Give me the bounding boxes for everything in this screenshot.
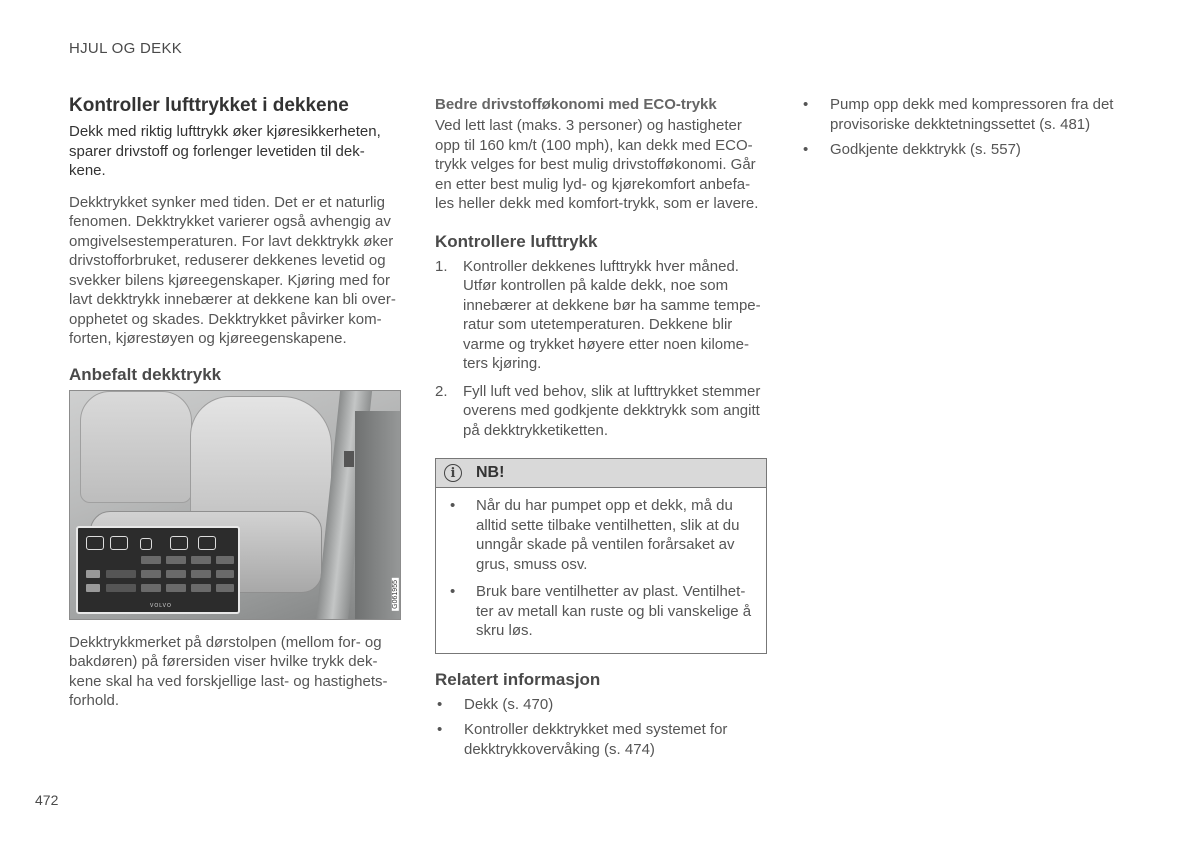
- section-title: Kontroller lufttrykket i dekkene: [69, 95, 349, 116]
- tire-pressure-label: [76, 526, 240, 614]
- check-pressure-heading: Kontrollere lufttrykk: [435, 231, 598, 251]
- car-loaded-icon: [198, 536, 216, 550]
- related-link[interactable]: • Kontroller dekktrykket med systemet for dekktrykkovervåking (s. 474): [435, 720, 767, 759]
- info-icon: i: [444, 464, 462, 482]
- column-right: [801, 95, 1141, 166]
- related-list: [435, 695, 767, 760]
- door-latch: [344, 451, 354, 467]
- car-icon: [170, 536, 188, 550]
- note-list: [446, 496, 756, 641]
- page-number: 472: [35, 792, 59, 808]
- note-box: [435, 458, 767, 654]
- note-item: • Når du har pumpet opp et dekk, må du alltid sette tilbake ventilhetten, slik at du unngår skade på ventilen forårsaket av grus, smuss osv.: [446, 496, 756, 574]
- step-item: 2. Fyll luft ved behov, slik at lufttrykket stemmer overens med godkjente dekktrykk som angitt på dekktrykketiketten.: [435, 382, 761, 439]
- eco-heading: Bedre drivstofføkonomi med ECO-trykk: [435, 96, 717, 113]
- recommended-pressure-heading: Anbefalt dekktrykk: [69, 364, 222, 384]
- figure-code: G061955: [392, 579, 399, 609]
- step-item: 1. Kontroller dekkenes lufttrykk hver måned. Utfør kontrollen på kalde dekk, noe som innebærer at dekkene bør ha samme tempe-ratur som utetemperaturen. Dekkene blir varme og trykket høyere etter noen kilome-ters kjøring.: [435, 257, 761, 372]
- car-load-icon: [110, 536, 128, 550]
- tire-icon: [86, 536, 104, 550]
- note-item: • Bruk bare ventilhetter av plast. Ventilhet-ter av metall kan ruste og bli vanskelige å skru løs.: [446, 582, 756, 641]
- related-link[interactable]: • Dekk (s. 470): [435, 695, 767, 715]
- related-link[interactable]: • Pump opp dekk med kompressoren fra det provisoriske dekktetningssettet (s. 481): [801, 95, 1141, 134]
- column-middle: [435, 95, 767, 765]
- eco-paragraph: Ved lett last (maks. 3 personer) og hastigheter opp til 160 km/t (100 mph), kan dekk med ECO-trykk velges for best mulig drivstofføkonomi. Går en etter best mulig lyd- og kjørekomfort anbefa-les heller dekk med komfort-trykk, som er lavere.: [435, 117, 759, 212]
- label-brand: VOLVO: [150, 602, 172, 609]
- note-header: [436, 459, 766, 488]
- intro-paragraph: Dekktrykket synker med tiden. Det er et naturlig fenomen. Dekktrykket varierer også avhengig av omgivelsestemperaturen. For lavt dekktrykk øker drivstofforbruket, reduserer dekkenes levetid og svekker bilens kjøreegenskaper. Kjøring med for lavt dekktrykk innebærer at dekkene kan bli over-opphetet og skades. Dekktrykket påvirker kom-forten, kjørestøyen og kjøreegenskapene.: [69, 193, 396, 347]
- related-heading: Relatert informasjon: [435, 669, 601, 689]
- label-row: [86, 556, 232, 564]
- running-head: HJUL OG DEKK: [69, 40, 183, 57]
- related-link[interactable]: • Godkjente dekktrykk (s. 557): [801, 140, 1141, 160]
- tire-pressure-label-photo: [69, 390, 401, 620]
- label-row: [86, 570, 232, 578]
- lead-paragraph: Dekk med riktig lufttrykk øker kjøresikkerheten, sparer drivstoff og forlenger levetiden til dek-kene.: [69, 123, 381, 179]
- label-row: [86, 584, 232, 592]
- figure-caption: Dekktrykkmerket på dørstolpen (mellom for- og bakdøren) på førersiden viser hvilke trykk dek-kene skal ha ved forskjellige last- og hastighets-forhold.: [69, 633, 388, 709]
- rear-seat-back: [80, 391, 192, 503]
- note-title: NB!: [476, 464, 505, 481]
- steps-list: [435, 257, 767, 441]
- column-left: [69, 95, 401, 723]
- related-list-continued: [801, 95, 1141, 160]
- speed-icon: [140, 538, 152, 550]
